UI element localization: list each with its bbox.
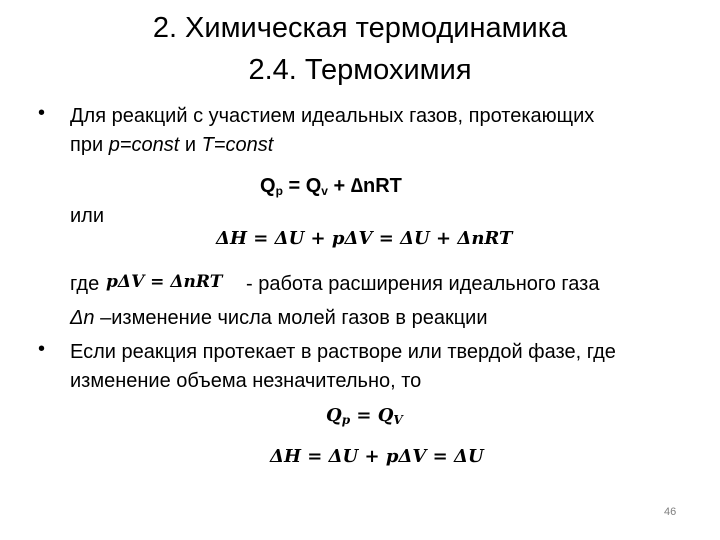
plus2: +	[429, 228, 458, 249]
dnrt: ΔnRT	[457, 228, 513, 249]
bullet1-line2	[70, 132, 273, 158]
bullet-dot: •	[38, 102, 46, 124]
delta-u2: ΔU	[400, 228, 430, 249]
bullet1-line1: Для реакций с участием идеальных газов, протекающих	[70, 105, 595, 127]
qp-q: Q	[326, 405, 342, 426]
dnrt-term: + ∆nRT	[327, 175, 402, 197]
p-dv: pΔV	[331, 228, 373, 249]
bullet1-prefix: при	[70, 134, 109, 156]
q-symbol: Q	[260, 175, 276, 197]
bullet2-line2: изменение объема незначительно, то	[70, 370, 422, 392]
work-description: - работа расширения идеального газа	[246, 273, 600, 295]
p-const: p=const	[108, 134, 180, 156]
slide-title-line1: 2. Химическая термодинамика	[152, 12, 568, 44]
slide-title-line2: 2.4. Термохимия	[248, 54, 472, 86]
sub-v: v	[321, 184, 328, 198]
dn-description: –изменение числа молей газов в реакции	[94, 307, 488, 329]
gde-text: где	[70, 273, 100, 295]
delta-h: ΔH	[216, 228, 247, 249]
qv-sub: V	[393, 413, 403, 427]
bullet-dot-2: •	[38, 338, 46, 360]
formula-qp-eq-qv	[326, 405, 403, 427]
t-const: T=const	[201, 134, 274, 156]
formula-delta-h	[216, 228, 512, 249]
eq1: =	[246, 228, 275, 249]
ili-text: или	[70, 205, 105, 227]
delta-u1: ΔU	[274, 228, 305, 249]
formula-delta-h-2: ΔH = ΔU + pΔV = ΔU	[270, 446, 484, 467]
qeq-eq: =	[350, 405, 378, 426]
dn-symbol: Δn	[70, 307, 95, 329]
work-formula: pΔV = ΔnRT	[106, 272, 223, 292]
qp-sub: p	[341, 413, 351, 427]
page-number: 46	[664, 506, 677, 518]
and-word: и	[179, 134, 202, 156]
sub-p: p	[275, 184, 283, 198]
formula-qp-qv	[260, 175, 402, 198]
bullet2-line1: Если реакция протекает в растворе или твердой фазе, где	[70, 341, 616, 363]
eq-q: = Q	[282, 175, 322, 197]
plus1: +	[304, 228, 332, 249]
qv-q: Q	[377, 405, 394, 426]
dn-line	[70, 305, 488, 331]
eq2: =	[372, 228, 401, 249]
